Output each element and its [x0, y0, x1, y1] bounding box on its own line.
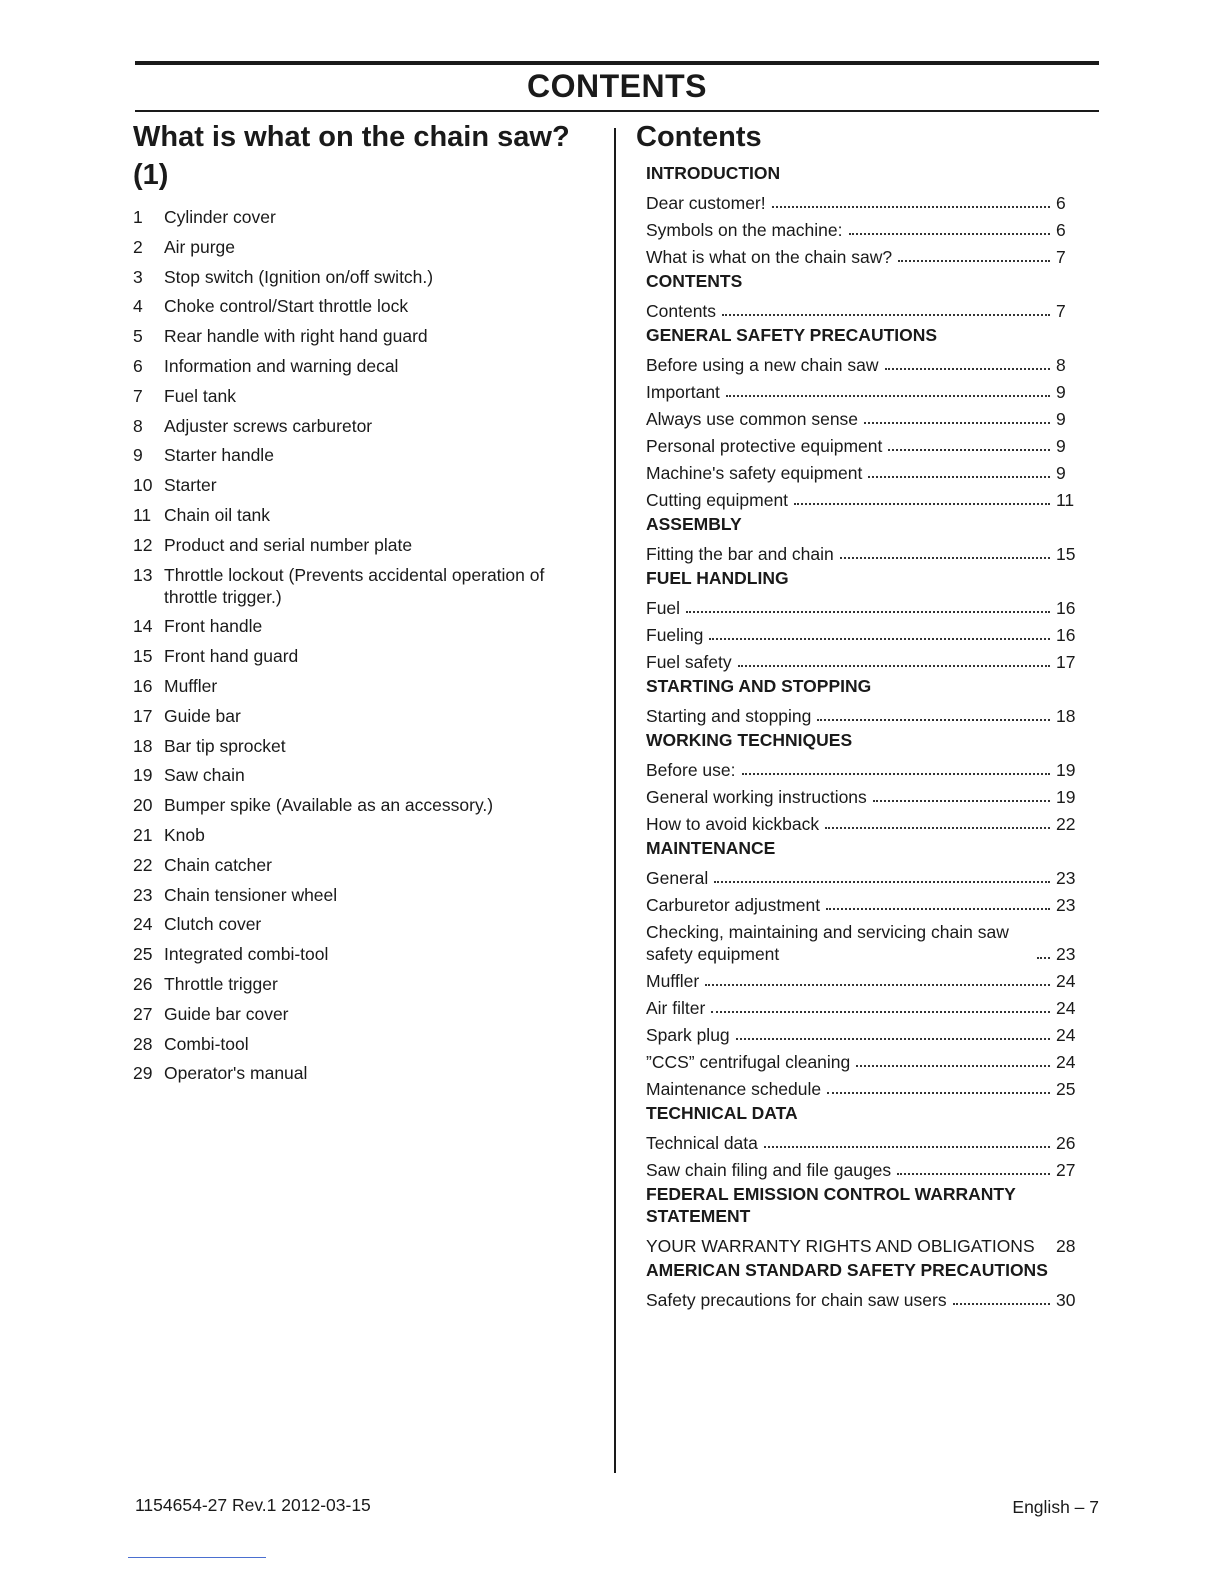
toc-leader-dots: [953, 1303, 1050, 1305]
toc-entry-label: ”CCS” centrifugal cleaning: [646, 1052, 851, 1072]
toc-entry-label: Personal protective equipment: [646, 436, 883, 456]
toc-section: [646, 1257, 1086, 1311]
toc-entry[interactable]: [646, 619, 1086, 646]
list-item: [133, 794, 593, 816]
list-item: [133, 355, 593, 377]
toc-entry-label: Maintenance schedule: [646, 1079, 822, 1099]
toc-leader-dots: [849, 233, 1051, 235]
toc-heading: Contents: [636, 121, 762, 153]
toc-entry-label: Symbols on the machine:: [646, 220, 843, 240]
list-item: [133, 1003, 593, 1025]
part-label: Chain oil tank: [164, 504, 271, 525]
toc-leader-dots: [898, 260, 1050, 262]
toc-entry[interactable]: [646, 376, 1086, 403]
toc-page-number: 16: [1056, 598, 1076, 618]
toc-entry[interactable]: [646, 1127, 1086, 1154]
toc-entry[interactable]: [646, 1073, 1086, 1100]
toc-page-number: 9: [1056, 409, 1066, 429]
toc-page-number: 16: [1056, 625, 1076, 645]
toc-entry[interactable]: [646, 862, 1086, 889]
list-item: [133, 705, 593, 727]
toc-section: [646, 1100, 1086, 1181]
toc-entry[interactable]: [646, 781, 1086, 808]
toc-entry[interactable]: [646, 646, 1086, 673]
toc-leader-dots: [817, 719, 1050, 721]
toc-entry[interactable]: [646, 916, 1086, 965]
part-number: 29: [133, 1063, 153, 1084]
toc-entry-label: Fuel: [646, 598, 681, 618]
part-number: 20: [133, 795, 153, 816]
part-label: Bar tip sprocket: [164, 735, 286, 756]
toc-page-number: 19: [1056, 760, 1076, 780]
toc-column: [636, 118, 1086, 1311]
toc-entry[interactable]: [646, 349, 1086, 376]
list-item: [133, 824, 593, 846]
toc-leader-dots: [873, 800, 1050, 802]
part-number: 26: [133, 973, 153, 994]
toc-entry-label: Starting and stopping: [646, 706, 812, 726]
part-number: 28: [133, 1033, 153, 1054]
toc-page-number: 23: [1056, 944, 1076, 964]
toc-page-number: 30: [1056, 1290, 1076, 1310]
part-number: 17: [133, 705, 153, 726]
toc-entry[interactable]: [646, 754, 1086, 781]
toc-entry-label: Carburetor adjustment: [646, 895, 821, 915]
part-number: 22: [133, 854, 153, 875]
toc-entry-label: Technical data: [646, 1133, 758, 1153]
toc-entry[interactable]: [646, 700, 1086, 727]
toc-entry-label: Contents: [646, 301, 717, 321]
toc-entry-label: How to avoid kickback: [646, 814, 820, 834]
list-item: [133, 764, 593, 786]
column-divider: [614, 128, 616, 1473]
toc-section-title: CONTENTS: [646, 271, 743, 291]
part-label: Throttle trigger: [164, 973, 278, 994]
toc-entry-label: Before use:: [646, 760, 736, 780]
toc-entry-label: Fuel safety: [646, 652, 732, 672]
list-item: [133, 854, 593, 876]
toc-section: [646, 511, 1086, 565]
list-item: [133, 913, 593, 935]
toc-section-title: FEDERAL EMISSION CONTROL WARRANTY STATEMENT: [646, 1184, 1016, 1226]
toc-section: [646, 1181, 1086, 1257]
document-id: 1154654-27 Rev.1 2012-03-15: [135, 1495, 371, 1515]
toc-leader-dots: [868, 476, 1050, 478]
toc-page-number: 19: [1056, 787, 1076, 807]
toc-section: [646, 322, 1086, 511]
list-item: [133, 236, 593, 258]
toc-section-title: GENERAL SAFETY PRECAUTIONS: [646, 325, 938, 345]
part-number: 10: [133, 475, 153, 496]
toc-entry-label: Safety precautions for chain saw users: [646, 1290, 947, 1310]
toc-page-number: 23: [1056, 895, 1076, 915]
list-item: [133, 943, 593, 965]
toc-section: [646, 565, 1086, 673]
toc-section-title: STARTING AND STOPPING: [646, 676, 872, 696]
toc-page-number: 9: [1056, 436, 1066, 456]
part-number: 3: [133, 266, 143, 287]
toc-entry-label: Always use common sense: [646, 409, 859, 429]
part-number: 1: [133, 207, 143, 227]
toc-leader-dots: [1037, 957, 1050, 959]
part-label: Guide bar cover: [164, 1003, 289, 1024]
part-label: Combi-tool: [164, 1033, 249, 1054]
part-label: Air purge: [164, 236, 236, 257]
list-item: [133, 444, 593, 466]
toc-entry-label: Saw chain filing and file gauges: [646, 1160, 892, 1180]
toc-entry-label: Spark plug: [646, 1025, 730, 1045]
toc-entry[interactable]: [646, 295, 1086, 322]
part-label: Choke control/Start throttle lock: [164, 296, 409, 317]
toc-entry[interactable]: [646, 592, 1086, 619]
part-label: Chain tensioner wheel: [164, 884, 338, 905]
toc-entry-label: General: [646, 868, 709, 888]
toc-page-number: 25: [1056, 1079, 1076, 1099]
toc-leader-dots: [864, 422, 1050, 424]
part-label: Product and serial number plate: [164, 534, 413, 555]
list-item: [133, 564, 593, 608]
toc-section: [646, 727, 1086, 835]
part-number: 4: [133, 296, 143, 317]
list-item: [133, 385, 593, 407]
toc-entry-label: YOUR WARRANTY RIGHTS AND OBLIGATIONS: [646, 1236, 1035, 1256]
part-label: Fuel tank: [164, 385, 236, 406]
toc-page-number: 24: [1056, 1052, 1076, 1072]
toc-entry[interactable]: [646, 241, 1086, 268]
parts-heading: What is what on the chain saw? (1): [133, 121, 570, 191]
part-label: Starter: [164, 475, 217, 496]
toc-leader-dots: [709, 638, 1050, 640]
toc-section-title: INTRODUCTION: [646, 163, 781, 183]
toc-entry-label: Before using a new chain saw: [646, 355, 879, 375]
toc-entry-label: Fitting the bar and chain: [646, 544, 834, 564]
toc-leader-dots: [742, 773, 1051, 775]
toc-section: [646, 160, 1086, 268]
toc-page-number: 23: [1056, 868, 1076, 888]
toc-page-number: 27: [1056, 1160, 1076, 1180]
part-label: Clutch cover: [164, 914, 262, 935]
toc-section-title: FUEL HANDLING: [646, 568, 789, 588]
part-label: Operator's manual: [164, 1063, 308, 1084]
toc-leader-dots: [764, 1146, 1050, 1148]
part-label: Chain catcher: [164, 854, 272, 875]
toc-page-number: 7: [1056, 301, 1066, 321]
part-number: 19: [133, 765, 153, 786]
toc-entry[interactable]: [646, 457, 1086, 484]
part-label: Rear handle with right hand guard: [164, 326, 428, 347]
part-number: 21: [133, 824, 153, 845]
toc-leader-dots: [711, 1011, 1050, 1013]
toc-leader-dots: [856, 1065, 1050, 1067]
toc-page-number: 24: [1056, 998, 1076, 1018]
toc-entry-label: Cutting equipment: [646, 490, 789, 510]
part-number: 11: [133, 504, 152, 525]
toc-leader-dots: [722, 314, 1050, 316]
part-number: 2: [133, 236, 143, 257]
part-label: Throttle lockout (Prevents accidental operation of throttle trigger.): [164, 564, 545, 607]
list-item: [133, 474, 593, 496]
toc-entry[interactable]: [646, 214, 1086, 241]
toc-page-number: 9: [1056, 382, 1066, 402]
list-item: [133, 206, 593, 228]
list-item: [133, 675, 593, 697]
toc-leader-dots: [888, 449, 1050, 451]
part-label: Saw chain: [164, 765, 245, 786]
part-label: Stop switch (Ignition on/off switch.): [164, 266, 434, 287]
toc-entry[interactable]: [646, 992, 1086, 1019]
toc-page-number: 15: [1056, 544, 1076, 564]
list-item: [133, 884, 593, 906]
part-number: 15: [133, 646, 153, 667]
part-label: Guide bar: [164, 705, 241, 726]
part-label: Starter handle: [164, 445, 274, 466]
toc-section: [646, 268, 1086, 322]
toc-entry[interactable]: [646, 965, 1086, 992]
header-rule-bottom: [135, 110, 1099, 112]
toc-section-title: ASSEMBLY: [646, 514, 742, 534]
part-number: 9: [133, 445, 143, 466]
toc-leader-dots: [772, 206, 1050, 208]
list-item: [133, 645, 593, 667]
toc-leader-dots: [726, 395, 1050, 397]
parts-list: [133, 206, 593, 1084]
toc-entry-label: Checking, maintaining and servicing chain saw safety equipment: [646, 922, 1009, 964]
part-number: 7: [133, 385, 143, 406]
toc-leader-dots: [827, 1092, 1050, 1094]
list-item: [133, 1033, 593, 1055]
toc-entry-label: Important: [646, 382, 720, 402]
toc-leader-dots: [738, 665, 1050, 667]
toc-leader-dots: [825, 827, 1050, 829]
list-item: [133, 325, 593, 347]
toc-entry[interactable]: [646, 1019, 1086, 1046]
list-item: [133, 504, 593, 526]
toc-page-number: 6: [1056, 193, 1066, 213]
part-label: Bumper spike (Available as an accessory.): [164, 795, 494, 816]
toc-entry[interactable]: [646, 430, 1086, 457]
part-label: Front hand guard: [164, 646, 299, 667]
toc-leader-dots: [736, 1038, 1050, 1040]
toc-entry[interactable]: [646, 403, 1086, 430]
part-label: Cylinder cover: [164, 207, 276, 227]
list-item: [133, 266, 593, 288]
part-label: Knob: [164, 824, 205, 845]
part-number: 27: [133, 1003, 153, 1024]
part-label: Adjuster screws carburetor: [164, 415, 373, 436]
part-label: Muffler: [164, 675, 218, 696]
toc-entry[interactable]: [646, 187, 1086, 214]
toc-section-title: WORKING TECHNIQUES: [646, 730, 853, 750]
toc-section-title: AMERICAN STANDARD SAFETY PRECAUTIONS: [646, 1260, 1048, 1280]
footer-accent-line: [128, 1557, 266, 1558]
toc-leader-dots: [840, 557, 1050, 559]
toc-leader-dots: [705, 984, 1050, 986]
header-rule-top: [135, 61, 1099, 65]
list-item: [133, 1062, 593, 1084]
toc-entry-label: Machine's safety equipment: [646, 463, 863, 483]
part-number: 14: [133, 616, 153, 637]
toc-leader-dots: [794, 503, 1050, 505]
toc-entry-label: Muffler: [646, 971, 700, 991]
toc-section-title: MAINTENANCE: [646, 838, 776, 858]
parts-column: [133, 118, 593, 1092]
toc-entry[interactable]: [646, 1284, 1086, 1311]
toc-entry-label: General working instructions: [646, 787, 867, 807]
list-item: [133, 973, 593, 995]
toc-section: [646, 835, 1086, 1100]
toc-page-number: 18: [1056, 706, 1076, 726]
toc-leader-dots: [714, 881, 1050, 883]
table-of-contents: [636, 160, 1086, 1311]
list-item: [133, 735, 593, 757]
toc-entry[interactable]: [646, 1154, 1086, 1181]
toc-page-number: 6: [1056, 220, 1066, 240]
toc-entry[interactable]: [646, 889, 1086, 916]
toc-page-number: 24: [1056, 971, 1076, 991]
toc-leader-dots: [826, 908, 1050, 910]
toc-entry-label: Dear customer!: [646, 193, 766, 213]
toc-page-number: 11: [1056, 490, 1075, 510]
part-number: 18: [133, 735, 153, 756]
toc-leader-dots: [885, 368, 1051, 370]
toc-page-number: 24: [1056, 1025, 1076, 1045]
part-number: 23: [133, 884, 153, 905]
toc-page-number: 9: [1056, 463, 1066, 483]
toc-page-number: 17: [1056, 652, 1076, 672]
toc-entry[interactable]: [646, 484, 1086, 511]
toc-entry[interactable]: [646, 808, 1086, 835]
toc-leader-dots: [686, 611, 1050, 613]
part-number: 5: [133, 326, 143, 347]
part-number: 24: [133, 914, 153, 935]
part-number: 25: [133, 944, 153, 965]
list-item: [133, 415, 593, 437]
toc-leader-dots: [897, 1173, 1050, 1175]
page-title: CONTENTS: [527, 68, 707, 104]
toc-page-number: 8: [1056, 355, 1066, 375]
toc-entry[interactable]: [646, 538, 1086, 565]
part-label: Integrated combi-tool: [164, 944, 329, 965]
list-item: [133, 534, 593, 556]
toc-entry-label: Fueling: [646, 625, 704, 645]
toc-entry[interactable]: [646, 1046, 1086, 1073]
part-label: Information and warning decal: [164, 355, 399, 376]
toc-page-number: 7: [1056, 247, 1066, 267]
toc-section: [646, 673, 1086, 727]
toc-entry[interactable]: [646, 1230, 1086, 1257]
part-number: 12: [133, 534, 153, 555]
part-number: 13: [133, 564, 153, 585]
toc-entry-label: What is what on the chain saw?: [646, 247, 893, 267]
part-label: Front handle: [164, 616, 263, 637]
page-number: English – 7: [1012, 1497, 1099, 1517]
part-number: 8: [133, 415, 143, 436]
toc-section-title: TECHNICAL DATA: [646, 1103, 798, 1123]
toc-entry-label: Air filter: [646, 998, 706, 1018]
part-number: 6: [133, 355, 143, 376]
toc-page-number: 28: [1056, 1236, 1076, 1256]
toc-page-number: 22: [1056, 814, 1076, 834]
toc-page-number: 26: [1056, 1133, 1076, 1153]
list-item: [133, 615, 593, 637]
list-item: [133, 295, 593, 317]
part-number: 16: [133, 675, 153, 696]
